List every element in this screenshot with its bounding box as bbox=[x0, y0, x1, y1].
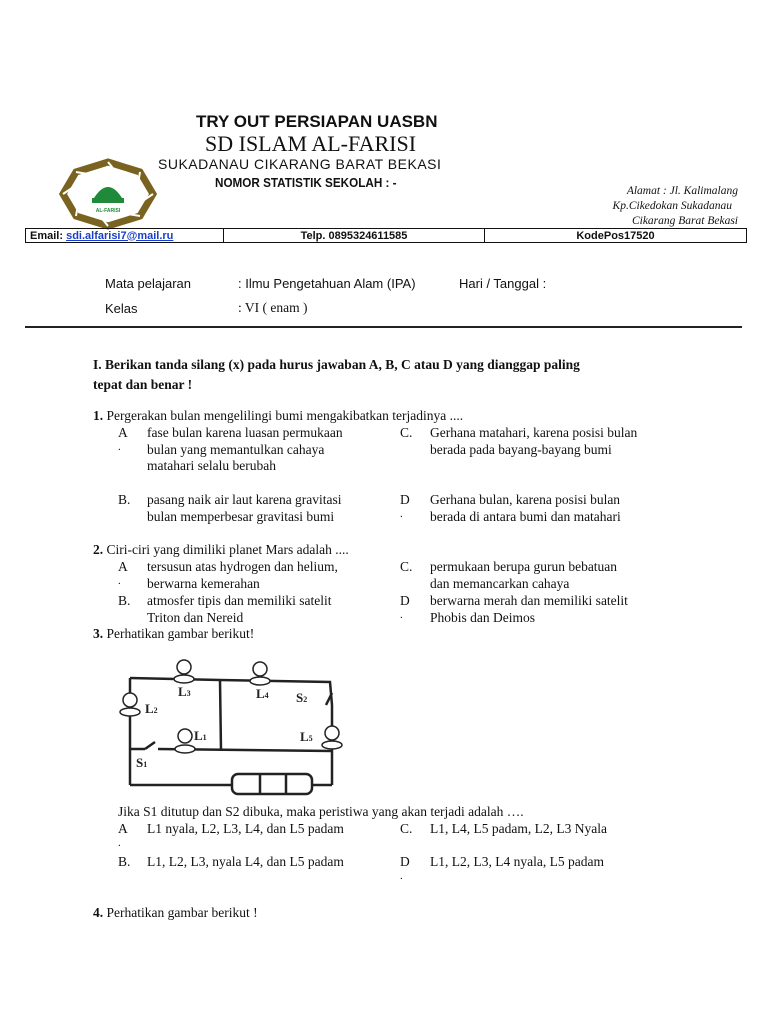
option-text: pasang naik air laut karena gravitasi bbox=[147, 492, 342, 507]
question-number: 1. bbox=[93, 408, 104, 423]
date-label: Hari / Tanggal : bbox=[459, 276, 547, 291]
option-letter: C. bbox=[400, 425, 413, 440]
school-name: SD ISLAM AL-FARISI bbox=[205, 131, 417, 156]
option-1b[interactable] bbox=[118, 492, 342, 525]
label-l1: L1 bbox=[194, 728, 207, 743]
option-3d[interactable] bbox=[400, 854, 604, 882]
option-2b[interactable] bbox=[118, 593, 331, 626]
option-text: atmosfer tipis dan memiliki satelit bbox=[147, 593, 332, 608]
email-link[interactable]: sdi.alfarisi7@mail.ru bbox=[66, 229, 174, 242]
option-text: L1 nyala, L2, L3, L4, dan L5 padam bbox=[147, 821, 344, 836]
option-2c[interactable] bbox=[400, 559, 617, 592]
option-text: berada di antara bumi dan matahari bbox=[430, 508, 621, 524]
postcode-cell: KodePos17520 bbox=[485, 229, 747, 243]
option-letter: A bbox=[118, 425, 128, 440]
option-dot: . bbox=[118, 575, 121, 587]
option-letter: B. bbox=[118, 492, 131, 507]
contact-table bbox=[25, 228, 747, 243]
address-line-1: Alamat : Jl. Kalimalang bbox=[626, 185, 738, 197]
option-text: dan memancarkan cahaya bbox=[430, 575, 570, 591]
option-text: L1, L2, L3, nyala L4, dan L5 padam bbox=[147, 854, 344, 869]
option-dot: . bbox=[118, 441, 121, 453]
option-letter: D bbox=[400, 593, 410, 608]
label-s1: S1 bbox=[136, 755, 148, 770]
class-label: Kelas bbox=[105, 301, 138, 316]
option-text: L1, L4, L5 padam, L2, L3 Nyala bbox=[430, 821, 607, 836]
option-dot: . bbox=[118, 837, 121, 849]
option-3c[interactable] bbox=[400, 821, 607, 837]
option-text: Phobis dan Deimos bbox=[430, 609, 536, 625]
option-text: Triton dan Nereid bbox=[147, 609, 244, 625]
question-4 bbox=[93, 905, 258, 921]
option-text: Gerhana bulan, karena posisi bulan bbox=[430, 492, 621, 507]
option-text: Gerhana matahari, karena posisi bulan bbox=[430, 425, 638, 440]
subject-label: Mata pelajaran bbox=[105, 276, 191, 291]
option-1a[interactable] bbox=[118, 425, 343, 475]
option-3b[interactable] bbox=[118, 854, 344, 870]
question-1 bbox=[93, 408, 463, 424]
instruction-line-2: tepat dan benar ! bbox=[93, 377, 193, 392]
school-location: SUKADANAU CIKARANG BARAT BEKASI bbox=[158, 156, 442, 172]
question-number: 2. bbox=[93, 542, 104, 557]
option-letter: B. bbox=[118, 593, 131, 608]
subject-value: : Ilmu Pengetahuan Alam (IPA) bbox=[238, 276, 416, 291]
option-letter: D bbox=[400, 854, 410, 869]
address-line-3: Cikarang Barat Bekasi bbox=[631, 215, 738, 227]
option-text: berwarna kemerahan bbox=[147, 575, 260, 591]
option-2a[interactable] bbox=[118, 559, 338, 592]
option-3a[interactable] bbox=[118, 821, 344, 849]
option-letter: C. bbox=[400, 559, 413, 574]
question-number: 3. bbox=[93, 626, 104, 641]
class-value: : VI ( enam ) bbox=[238, 300, 308, 315]
option-letter: C. bbox=[400, 821, 413, 836]
school-logo-icon bbox=[58, 158, 158, 230]
header-divider bbox=[25, 326, 742, 328]
option-dot: . bbox=[400, 508, 403, 520]
option-text: permukaan berupa gurun bebatuan bbox=[430, 559, 618, 574]
instruction-line-1: I. Berikan tanda silang (x) pada hurus jawaban A, B, C atau D yang dianggap paling bbox=[93, 357, 580, 372]
question-text: Perhatikan gambar berikut ! bbox=[106, 905, 258, 920]
exam-title: TRY OUT PERSIAPAN UASBN bbox=[196, 112, 438, 131]
circuit-diagram bbox=[110, 645, 360, 800]
option-1d[interactable] bbox=[400, 492, 621, 525]
option-text: fase bulan karena luasan permukaan bbox=[147, 425, 343, 440]
option-2d[interactable] bbox=[400, 593, 628, 626]
option-text: berada pada bayang-bayang bumi bbox=[430, 441, 612, 457]
question-text: Perhatikan gambar berikut! bbox=[106, 626, 255, 641]
question-3 bbox=[93, 626, 254, 642]
option-text: bulan yang memantulkan cahaya bbox=[147, 441, 325, 457]
option-letter: B. bbox=[118, 854, 131, 869]
question-2 bbox=[93, 542, 349, 558]
option-dot: . bbox=[400, 870, 403, 882]
label-l5: L5 bbox=[300, 729, 313, 744]
option-text: berwarna merah dan memiliki satelit bbox=[430, 593, 628, 608]
option-text: tersusun atas hydrogen dan helium, bbox=[147, 559, 338, 574]
option-letter: A bbox=[118, 559, 128, 574]
label-s2: S2 bbox=[296, 690, 308, 705]
question-3-stem: Jika S1 ditutup dan S2 dibuka, maka peristiwa yang akan terjadi adalah …. bbox=[118, 804, 524, 819]
option-text: bulan memperbesar gravitasi bumi bbox=[147, 508, 335, 524]
option-text: L1, L2, L3, L4 nyala, L5 padam bbox=[430, 854, 604, 869]
question-number: 4. bbox=[93, 905, 104, 920]
option-letter: D bbox=[400, 492, 410, 507]
option-1c[interactable] bbox=[400, 425, 637, 458]
label-l2: L2 bbox=[145, 701, 158, 716]
school-nss: NOMOR STATISTIK SEKOLAH : - bbox=[215, 175, 397, 190]
option-letter: A bbox=[118, 821, 128, 836]
label-l3: L3 bbox=[178, 684, 191, 699]
question-text: Pergerakan bulan mengelilingi bumi mengakibatkan terjadinya .... bbox=[106, 408, 464, 423]
logo-text: AL-FARISI bbox=[95, 208, 121, 214]
email-cell bbox=[26, 229, 224, 243]
label-l4: L4 bbox=[256, 686, 269, 701]
option-text: matahari selalu berubah bbox=[147, 458, 276, 474]
option-dot: . bbox=[400, 609, 403, 621]
address-line-2: Kp.Cikedokan Sukadanau bbox=[612, 200, 732, 212]
phone-cell: Telp. 0895324611585 bbox=[224, 229, 485, 243]
question-text: Ciri-ciri yang dimiliki planet Mars adalah .... bbox=[106, 542, 349, 557]
email-label: Email: bbox=[30, 229, 67, 242]
